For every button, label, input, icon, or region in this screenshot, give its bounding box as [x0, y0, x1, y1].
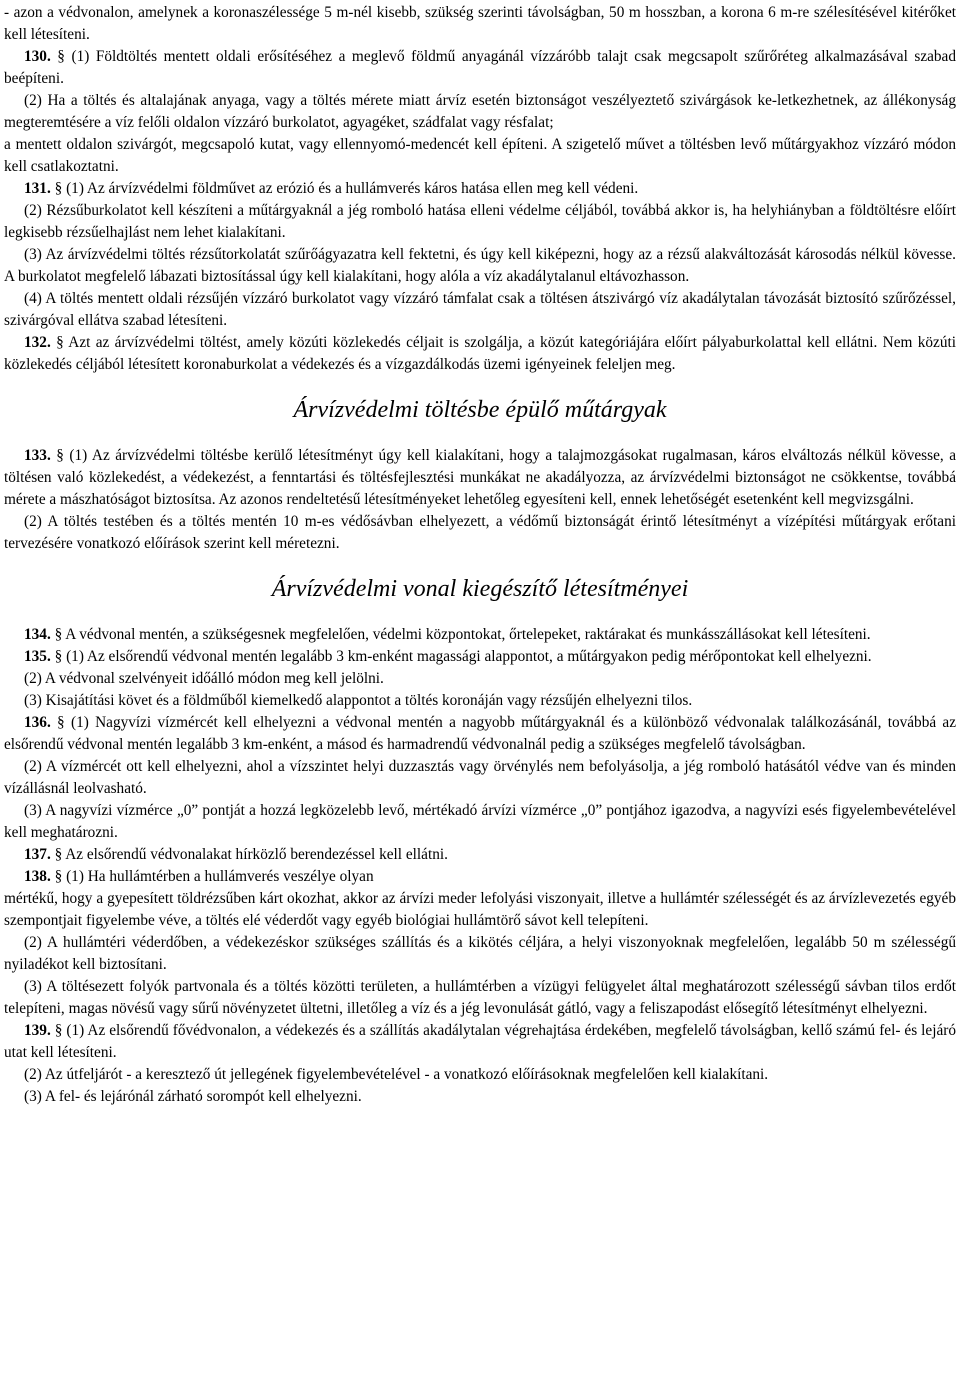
section-number: 139.	[24, 1022, 51, 1039]
paragraph: (3) Az árvízvédelmi töltés rézsűtorkolatát szűrőágyazatra kell fektetni, és úgy kell kiképezni, hogy az a rézsű alakváltozását károsodás nélkül kövesse. A burkolatot megfelelő lábazati biztosítással úgy kell kialakítani, hogy alóla a víz akadálytalanul eltávozhasson.	[4, 246, 956, 285]
paragraph: (2) Az útfeljárót - a keresztező út jellegének figyelembevételével - a vonatkozó előírásoknak megfelelően kell kialakítani.	[24, 1066, 769, 1083]
section-number: 136.	[24, 714, 51, 731]
section-heading: Árvízvédelmi töltésbe épülő műtárgyak	[293, 397, 667, 423]
paragraph-text: § (1) Az árvízvédelmi földművet az erózió és a hullámverés káros hatása ellen meg kell védeni.	[50, 180, 639, 197]
paragraph: (4) A töltés mentett oldali rézsűjén vízzáró burkolatot vagy vízzáró támfalat csak a töltésen átszivárgó víz akadálytalan távozását biztosító szűrőzéssel, szivárgóval ellátva szabad létesíteni.	[4, 290, 956, 329]
paragraph: (3) A nagyvízi vízmérce „0” pontját a hozzá legközelebb levő, mértékadó árvízi vízmérce „0” pontjához igazodva, a nagyvízi esés figyelembevételével kell meghatározni.	[4, 802, 956, 841]
paragraph	[4, 624, 956, 646]
paragraph: (2) Ha a töltés és altalajának anyaga, vagy a töltés mérete miatt árvíz esetén biztonságot veszélyeztető szivárgások ke-letkezhetnek, az állékonyság megteremtésére a víz felőli oldalon vízzáró burkolatot, agyagéket, szádfalat vagy résfalat;	[4, 92, 956, 131]
paragraph: a mentett oldalon szivárgót, megcsapoló kutat, vagy ellennyomó-medencét kell építeni. A szigetelő művet a töltésben levő műtárgyakhoz vízzáró módon kell csatlakoztatni.	[4, 136, 956, 175]
paragraph-text: § Az elsőrendű védvonalakat hírközlő berendezéssel kell ellátni.	[50, 846, 448, 863]
paragraph: (2) A hullámtéri véderdőben, a védekezéskor szükséges szállítás és a kikötés céljára, a helyi viszonyoknak megfelelően, legalább 50 m szélességű nyiladékot kell biztosítani.	[4, 934, 956, 973]
paragraph: - azon a védvonalon, amelynek a koronaszélessége 5 m-nél kisebb, szükség szerinti távolságban, 50 m hosszban, a korona 6 m-re szélesítésével kitérőket kell létesíteni.	[4, 4, 956, 43]
paragraph	[4, 712, 956, 756]
section-number: 134.	[24, 626, 51, 643]
paragraph	[4, 646, 956, 668]
section-number: 131.	[24, 180, 51, 197]
paragraph: (3) A fel- és lejárónál zárható sorompót kell elhelyezni.	[24, 1088, 362, 1105]
section-number: 138.	[24, 868, 51, 885]
paragraph-text: § (1) Az árvízvédelmi töltésbe kerülő létesítményt úgy kell kialakítani, hogy a talajmozgásokat rugalmasan, káros elváltozás nélkül kövesse, a töltésen való közlekedést, a védekezést, a fenntartási és töltésfejlesztési munkákat ne akadályozza, az árvízvédelmi biztonságot ne csökkentse, továbbá mérete a mászhatóságot biztosítsa. Az azonos rendeltetésű létesítményeket lehetőleg egyesíteni kell, ennek lehetőségét esetenként kell megvizsgálni.	[4, 447, 956, 508]
paragraph: (2) A töltés testében és a töltés mentén 10 m-es védősávban elhelyezett, a védőmű biztonságát érintő létesítményt a vízépítési műtárgyak erőtani tervezésére vonatkozó előírások szerint kell méretezni.	[4, 513, 956, 552]
paragraph-text: § (1) Az elsőrendű fővédvonalon, a védekezés és a szállítás akadálytalan végrehajtása érdekében, megfelelő távolságban, kellő számú fel- és lejáró utat kell létesíteni.	[4, 1022, 956, 1061]
paragraph	[4, 866, 956, 888]
paragraph-text: § (1) Az elsőrendű védvonal mentén legalább 3 km-enként magassági alappontot, a műtárgyakon pedig mérőpontokat kell elhelyezni.	[50, 648, 872, 665]
paragraph: (3) A töltésezett folyók partvonala és a töltés közötti területen, a hullámtérben a vízügyi felügyelet által meghatározott szélességű sávban tilos erdőt telepíteni, magas növésű vagy sűrű növényzetet ültetni, illetőleg a víz és a jég levonulását gátló, vagy a feliszapodást elősegítő létesítményt elhelyezni.	[4, 978, 956, 1017]
paragraph: mértékű, hogy a gyepesített töldrézsűben kárt okozhat, akkor az árvízi meder lefolyási viszonyait, illetve a hullámtér szélességét és az árvízlevezetés egyéb szempontjait figyelembe véve, a töltés elé véderdőt vagy egyéb biológiai hullámtörő sávot kell telepíteni.	[4, 890, 956, 929]
section-number: 133.	[24, 447, 51, 464]
section-number: 137.	[24, 846, 51, 863]
section-number: 130.	[24, 48, 51, 65]
paragraph-text: § (1) Földtöltés mentett oldali erősítéséhez a meglevő földmű anyagánál vízzáróbb talajt csak megcsapolt szűrőréteg alkalmazásával szabad beépíteni.	[4, 48, 956, 87]
paragraph-text: § (1) Ha hullámtérben a hullámverés veszélye olyan	[50, 868, 374, 885]
paragraph	[4, 1020, 956, 1064]
paragraph-text: § A védvonal mentén, a szükségesnek megfelelően, védelmi központokat, őrtelepeket, raktárakat és munkásszállásokat kell létesíteni.	[50, 626, 871, 643]
paragraph: (2) Rézsűburkolatot kell készíteni a műtárgyaknál a jég romboló hatása elleni védelme céljából, továbbá akkor is, ha helyhiányban a földtöltésre előírt legkisebb rézsűelhajlást nem lehet kialakítani.	[4, 202, 956, 241]
paragraph: (2) A vízmércét ott kell elhelyezni, ahol a vízszintet helyi duzzasztás vagy örvénylés nem befolyásolja, a jég romboló hatásától védve van és minden vízállásnál leolvasható.	[4, 758, 956, 797]
paragraph	[4, 332, 956, 376]
paragraph: (2) A védvonal szelvényeit időálló módon meg kell jelölni.	[24, 670, 384, 687]
paragraph: (3) Kisajátítási követ és a földműből kiemelkedő alappontot a töltés koronáján vagy rézsűjén elhelyezni tilos.	[24, 692, 693, 709]
paragraph-text: § Azt az árvízvédelmi töltést, amely közúti közlekedés céljait is szolgálja, a közút kategóriájára előírt pályaburkolattal kell ellátni. Nem közúti közlekedés céljából létesített koronaburkolat a védekezés és a vízgazdálkodás üzemi igényeinek feleljen meg.	[4, 334, 956, 373]
paragraph	[4, 445, 956, 511]
section-heading: Árvízvédelmi vonal kiegészítő létesítményei	[271, 576, 689, 602]
paragraph	[4, 178, 956, 200]
paragraph-text: § (1) Nagyvízi vízmércét kell elhelyezni a védvonal mentén a nagyobb műtárgyaknál és a különböző védvonalak találkozásánál, továbbá az elsőrendű védvonal mentén legalább 3 km-enként, a másod és harmadrendű védvonalnál pedig a szükséges megfelelő távolságban.	[4, 714, 956, 753]
paragraph	[4, 46, 956, 90]
paragraph	[4, 844, 956, 866]
section-number: 135.	[24, 648, 51, 665]
section-number: 132.	[24, 334, 51, 351]
